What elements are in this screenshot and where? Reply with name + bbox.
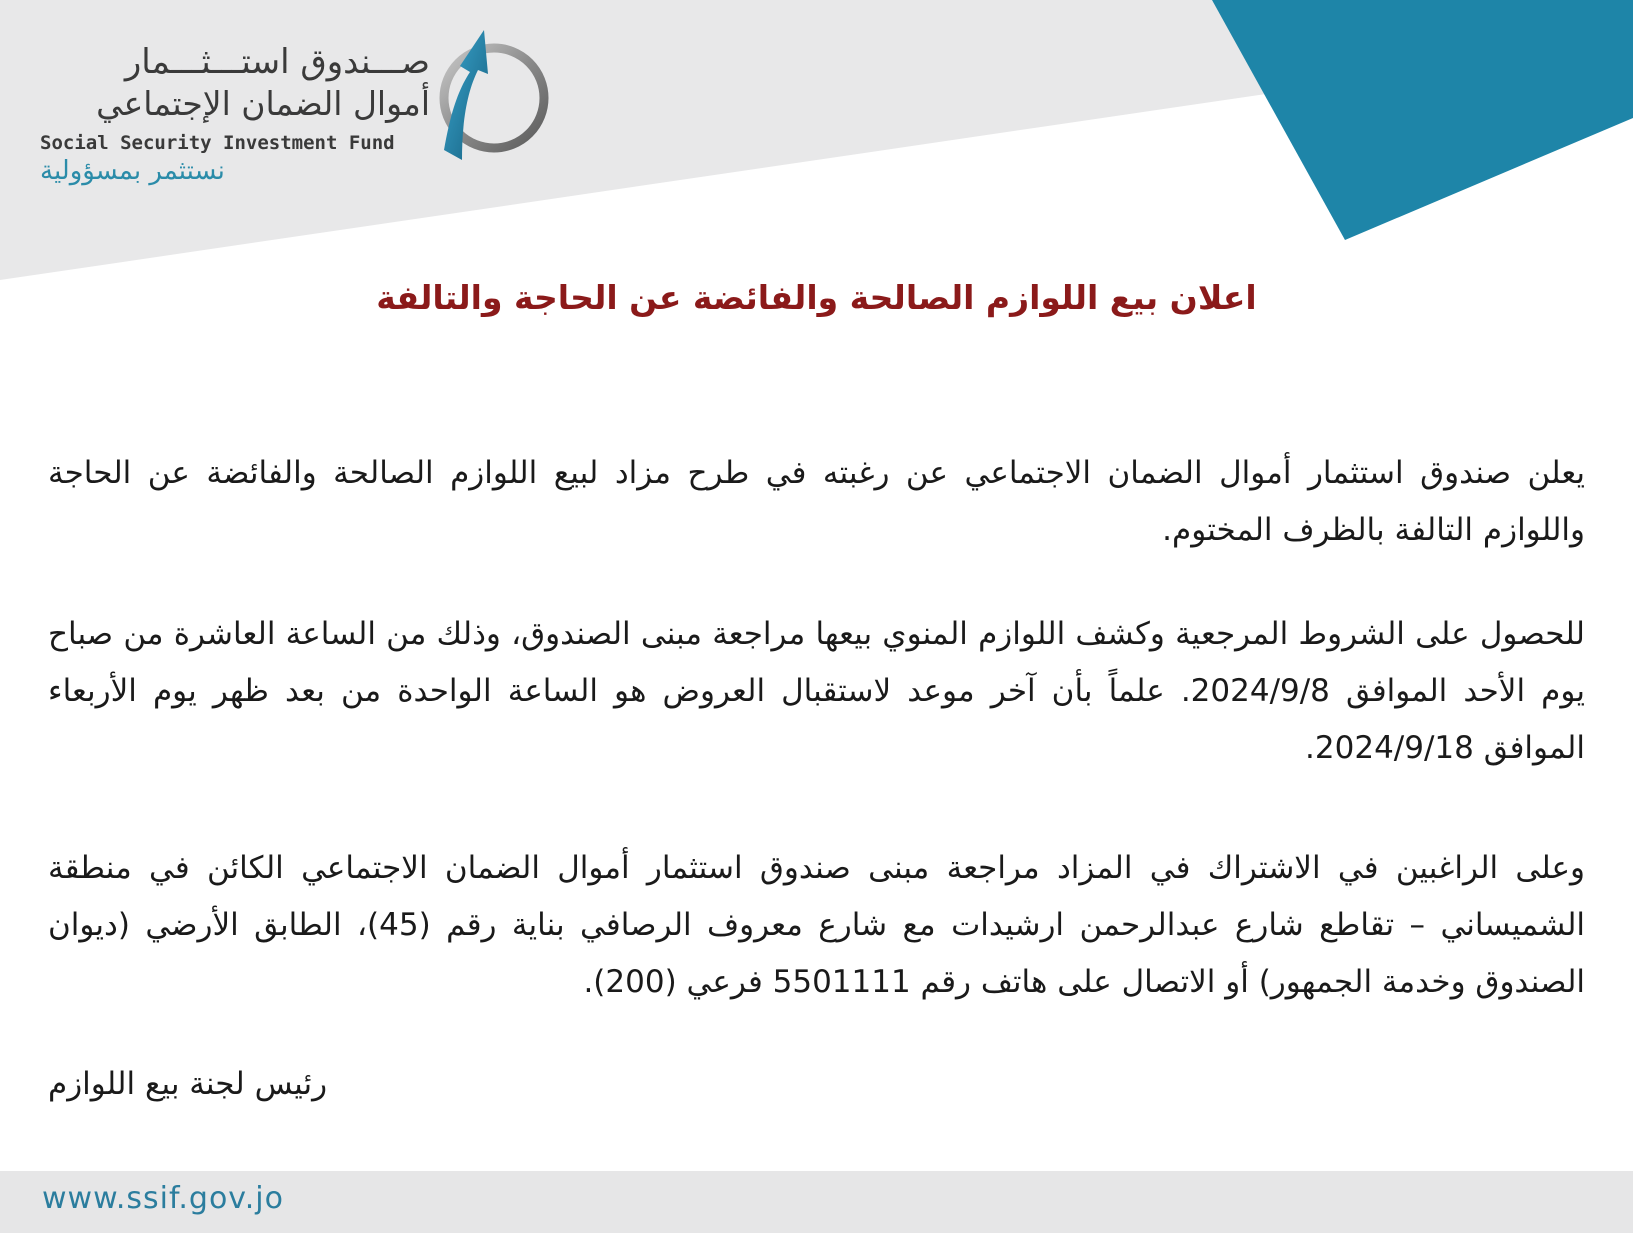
logo-name-arabic-line1: صـــندوق استـــثـــمار: [124, 42, 430, 82]
footer-bar: [0, 1171, 1633, 1233]
announcement-paragraph-1: يعلن صندوق استثمار أموال الضمان الاجتماعي عن رغبته في طرح مزاد لبيع اللوازم الصالحة والفائضة عن الحاجة واللوازم التالفة بالظرف المختوم.: [48, 455, 1585, 548]
logo-name-arabic-line2: أموال الضمان الإجتماعي: [96, 84, 430, 123]
logo-slogan: نستثمر بمسؤولية: [40, 156, 225, 186]
fund-logo: [30, 20, 550, 200]
logo-arrow-ring-icon: [410, 20, 560, 170]
announcement-paragraph-2: للحصول على الشروط المرجعية وكشف اللوازم المنوي بيعها مراجعة مبنى الصندوق، وذلك من الساعة العاشرة من صباح يوم الأحد الموافق 2024/9/8. علماً بأن آخر موعد لاستقبال العروض هو الساعة الواحدة من بعد ظهر يوم الأربعاء الموافق 2024/9/18.: [48, 616, 1586, 766]
signature: رئيس لجنة بيع اللوازم: [48, 1066, 328, 1102]
website-link[interactable]: www.ssif.gov.jo: [42, 1181, 284, 1216]
announcement-title: اعلان بيع اللوازم الصالحة والفائضة عن الحاجة والتالفة: [376, 278, 1257, 317]
logo-name-english: Social Security Investment Fund: [40, 132, 395, 154]
announcement-paragraph-3: وعلى الراغبين في الاشتراك في المزاد مراجعة مبنى صندوق استثمار أموال الضمان الاجتماعي الكائن في منطقة الشميساني – تقاطع شارع عبدالرحمن ارشيدات مع شارع معروف الرصافي بناية رقم (45)، الطابق الأرضي (ديوان الصندوق وخدمة الجمهور) أو الاتصال على هاتف رقم 5501111 فرعي (200).: [48, 850, 1585, 1000]
